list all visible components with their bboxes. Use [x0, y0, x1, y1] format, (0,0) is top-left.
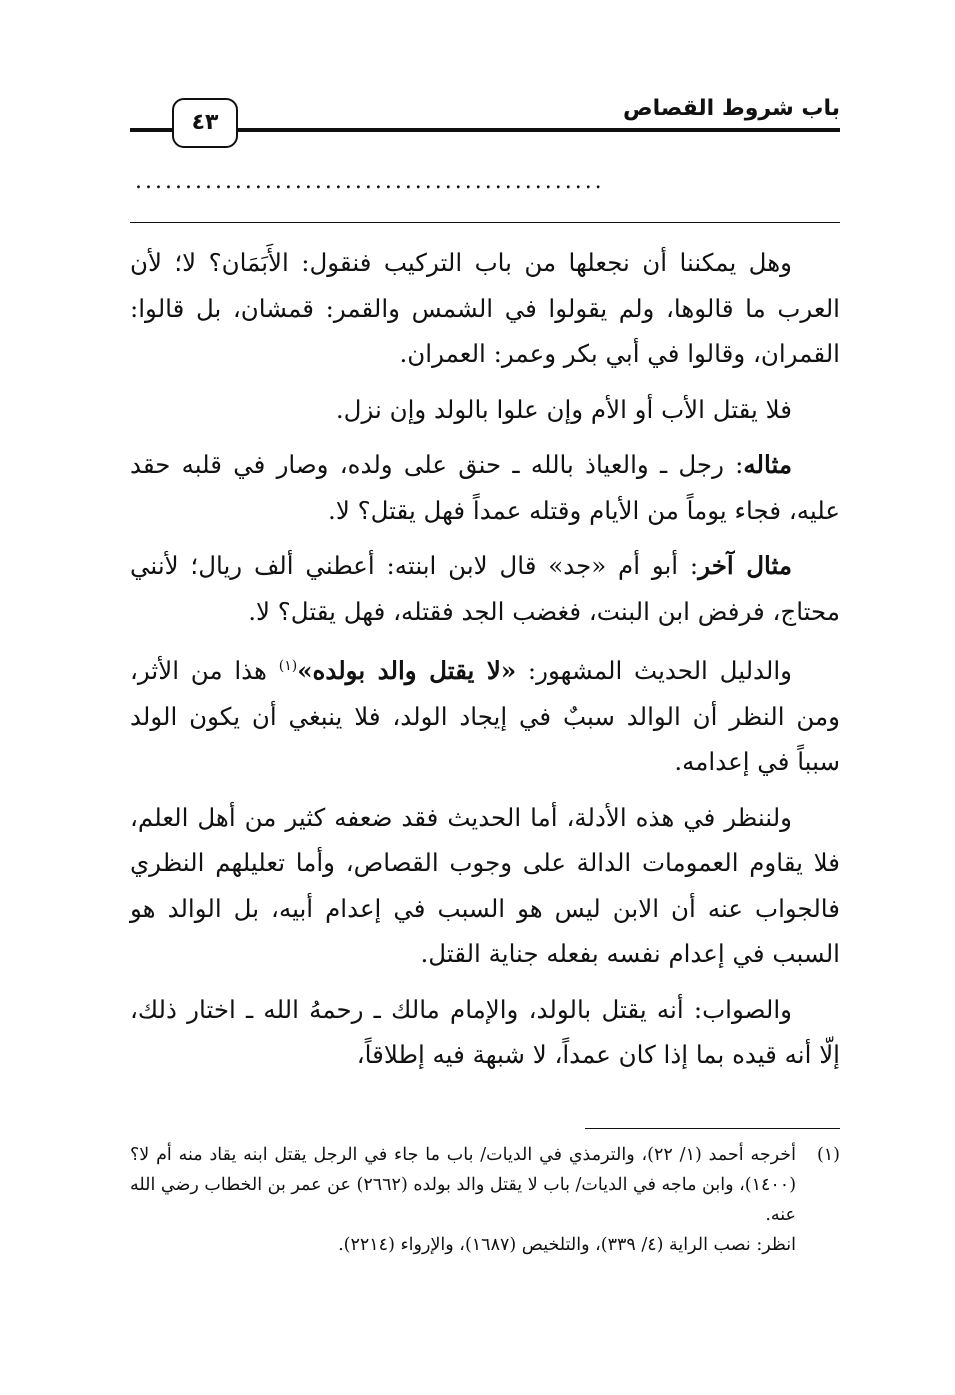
paragraph-label: مثال آخر [698, 551, 792, 580]
paragraph: والصواب: أنه يقتل بالولد، والإمام مالك ـ رحمهُ الله ـ اختار ذلك، إلّا أنه قيده بما إذا كان عمداً، لا شبهة فيه إطلاقاً، [130, 994, 840, 1070]
paragraph [130, 644, 840, 785]
paragraph-label: مثاله [743, 450, 792, 479]
footnote-body [130, 1140, 796, 1260]
paragraph-text: : أبو أم «جد» قال لابن ابنته: أعطني ألف ريال؛ لأنني محتاج، فرفض ابن البنت، فغضب الجد فقتله، فهل يقتل؟ لا. [130, 551, 840, 626]
running-title: باب شروط القصاص [623, 96, 840, 121]
paragraph-text: والدليل الحديث المشهور: [516, 656, 793, 686]
footnote [130, 1140, 840, 1260]
paragraph-text: : رجل ـ والعياذ بالله ـ حنق على ولده، وصار في قلبه حقد عليه، فجاء يوماً من الأيام وقتله عمداً فهل يقتل؟ لا. [130, 450, 840, 525]
dotted-separator: ............................................... [135, 172, 605, 192]
footnote-text: انظر: نصب الراية (٤/ ٣٣٩)، والتلخيص (١٦٨٧)، والإرواء (٢٢١٤). [338, 1235, 796, 1255]
footnotes [130, 1140, 840, 1260]
main-text [130, 240, 840, 1088]
hadith-quote: «لا يقتل والد بولده» [297, 656, 517, 686]
page-number: ٤٣ [172, 98, 238, 148]
footnote-text: أخرجه أحمد (١/ ٢٢)، والترمذي في الديات/ باب ما جاء في الرجل يقتل ابنه يقاد منه أم لا؟ (١٤٠٠)، وابن ماجه في الديات/ باب لا يقتل والد بولده (٢٦٦٢) عن عمر بن الخطاب رضي الله عنه. [130, 1145, 797, 1225]
footnote-ref[interactable]: (١) [278, 658, 298, 674]
page-header [130, 88, 840, 152]
paragraph [130, 442, 840, 533]
paragraph: وهل يمكننا أن نجعلها من باب التركيب فنقول: الأَبَمَان؟ لا؛ لأن العرب ما قالوها، ولم يقولوا في الشمس والقمر: قمشان، بل قالوا: القمران، وقالوا في أبي بكر وعمر: العمران. [130, 248, 840, 368]
paragraph-text: هذا من الأثر، ومن النظر أن الوالد سببٌ في إيجاد الولد، فلا ينبغي أن يكون الولد سبباً في إعدامه. [130, 656, 840, 777]
paragraph [130, 543, 840, 634]
top-rule [130, 222, 840, 223]
footnote-rule [585, 1128, 840, 1129]
footnote-number: (١) [816, 1145, 840, 1165]
paragraph: ولننظر في هذه الأدلة، أما الحديث فقد ضعفه كثير من أهل العلم، فلا يقاوم العمومات الدالة على وجوب القصاص، وأما تعليلهم النظري فالجواب عنه أن الابن ليس هو السبب في إعدام أبيه، بل الوالد هو السبب في إعدام نفسه بفعله جناية القتل. [130, 802, 840, 969]
paragraph: فلا يقتل الأب أو الأم وإن علوا بالولد وإن نزل. [335, 394, 792, 424]
